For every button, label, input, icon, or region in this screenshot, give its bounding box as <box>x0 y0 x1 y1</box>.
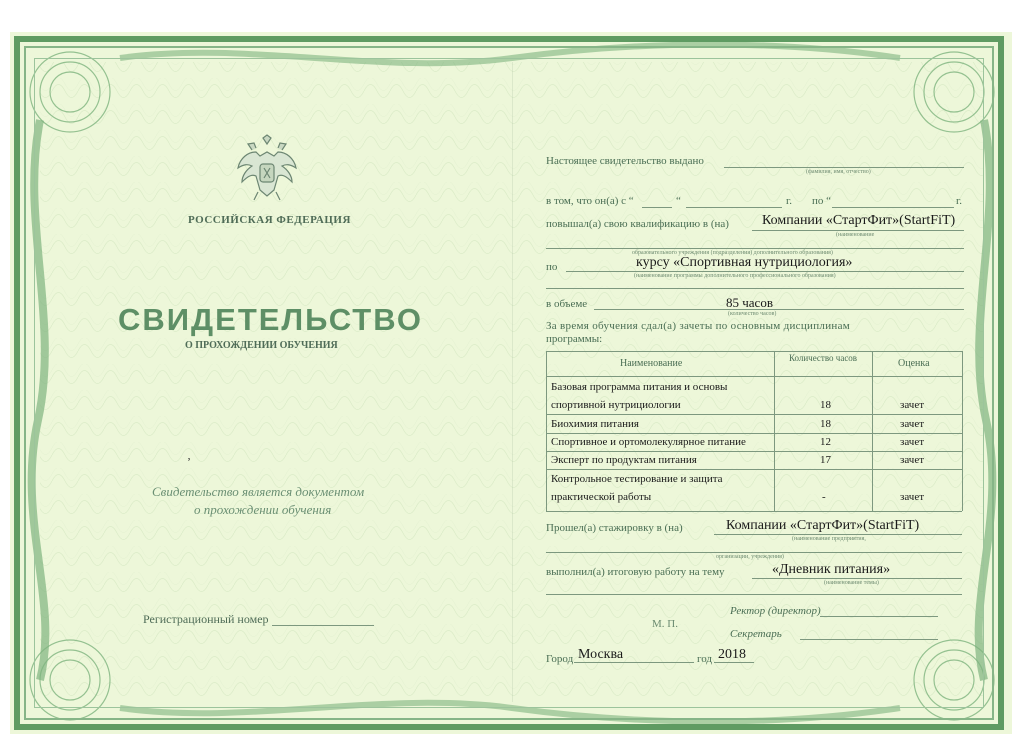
volume-line <box>594 309 964 310</box>
internship-label: Прошел(а) стажировку в (на) <box>546 522 683 534</box>
certificate-note-line2: о прохождении обучения <box>194 502 332 517</box>
period-to-label: по “ <box>812 195 832 207</box>
period-day-start-line <box>642 207 672 208</box>
year-value: 2018 <box>718 647 746 662</box>
rector-signature-line <box>820 616 938 617</box>
table-row-name: Эксперт по продуктам питания <box>551 454 697 466</box>
period-quote-close: “ <box>676 195 681 207</box>
table-row-name: Контрольное тестирование и защита <box>551 473 723 485</box>
table-row-grade: зачет <box>900 491 925 503</box>
final-work-value: «Дневник питания» <box>772 562 891 577</box>
secretary-signature-line <box>800 639 938 640</box>
final-work-line <box>752 578 962 579</box>
table-row-hours: 12 <box>820 436 831 448</box>
table-line-1 <box>546 414 962 415</box>
course-value: курсу «Спортивная нутрициология» <box>636 255 853 270</box>
table-row-name-2: практической работы <box>551 491 652 503</box>
year-line <box>714 662 754 663</box>
table-row-grade: зачет <box>900 418 925 430</box>
volume-hint: (количество часов) <box>728 311 777 317</box>
year-label: год <box>697 653 713 665</box>
table-row-grade: зачет <box>900 399 925 411</box>
period-end-line <box>832 207 954 208</box>
table-line-header <box>546 376 962 377</box>
table-row-grade: зачет <box>900 454 925 466</box>
issued-to-label: Настоящее свидетельство выдано <box>546 155 704 167</box>
organization-hint-2: образовательного учреждения (подразделения) дополнительного образования) <box>632 250 833 256</box>
inner-frame <box>34 58 984 708</box>
exams-text-line1: За время обучения сдал(а) зачеты по основным дисциплинам <box>546 320 851 332</box>
seal-place-label: М. П. <box>652 618 678 630</box>
course-hint: (наименование программы дополнительного профессионального образования) <box>634 273 836 279</box>
table-row-name-2: спортивной нутрициологии <box>551 399 681 411</box>
internship-hint-2: организации, учреждения) <box>716 554 784 560</box>
organization-line-2 <box>546 248 964 249</box>
page-fold <box>512 62 513 702</box>
city-label: Город <box>546 653 574 665</box>
table-col-line-2 <box>872 351 873 511</box>
volume-value: 85 часов <box>726 295 773 310</box>
internship-hint: (наименование предприятия, <box>792 536 866 542</box>
table-line-top <box>546 351 962 352</box>
city-line <box>574 662 694 663</box>
table-row-name: Биохимия питания <box>551 418 639 430</box>
exams-text-line2: программы: <box>546 333 603 345</box>
table-header-grade: Оценка <box>898 358 930 369</box>
table-row-hours: - <box>822 491 826 503</box>
left-page-mark: ‚ <box>187 448 191 462</box>
final-work-line-2 <box>546 594 962 595</box>
table-line-bottom <box>546 511 962 512</box>
table-line-4 <box>546 469 962 470</box>
registration-number-label: Регистрационный номер <box>143 612 269 626</box>
organization-line <box>752 230 964 231</box>
table-header-hours: Количество часов <box>788 353 858 363</box>
certificate-note-line1: Свидетельство является документом <box>152 484 365 499</box>
course-label: по <box>546 261 558 273</box>
russian-coat-of-arms-icon <box>234 134 300 202</box>
table-row-grade: зачет <box>900 436 925 448</box>
table-row-hours: 18 <box>820 418 831 430</box>
certificate-subtitle: О ПРОХОЖДЕНИИ ОБУЧЕНИЯ <box>185 340 338 351</box>
volume-label: в объеме <box>546 298 588 310</box>
internship-line-2 <box>546 552 962 553</box>
period-start-label: в том, что он(а) с “ <box>546 195 634 207</box>
period-month-start-line <box>686 207 782 208</box>
table-row-hours: 17 <box>820 454 831 466</box>
table-line-3 <box>546 451 962 452</box>
name-hint: (фамилия, имя, отчество) <box>806 169 871 175</box>
registration-number-line <box>272 625 374 626</box>
qualification-label: повышал(а) свою квалификацию в (на) <box>546 218 729 230</box>
table-line-2 <box>546 433 962 434</box>
table-header-name: Наименование <box>620 358 683 369</box>
period-end-year-label: г. <box>956 195 963 207</box>
final-work-label: выполнил(а) итоговую работу на тему <box>546 566 725 578</box>
secretary-label: Секретарь <box>730 628 782 640</box>
city-value: Москва <box>578 647 624 662</box>
table-row-hours: 18 <box>820 399 831 411</box>
internship-line <box>714 534 962 535</box>
rector-label: Ректор (директор) <box>730 605 821 617</box>
table-col-line-0 <box>546 351 547 511</box>
period-year-label: г. <box>786 195 793 207</box>
course-line-2 <box>546 288 964 289</box>
table-row-name: Спортивное и ортомолекулярное питание <box>551 436 746 448</box>
final-work-hint: (наименование темы) <box>824 580 879 586</box>
table-col-line-1 <box>774 351 775 511</box>
issued-to-line <box>724 167 964 168</box>
organization-value: Компании «СтартФит»(StartFiT) <box>762 213 956 228</box>
organization-hint: (наименование <box>836 232 875 238</box>
table-col-line-3 <box>962 351 963 511</box>
certificate-title: СВИДЕТЕЛЬСТВО <box>118 302 423 337</box>
country-name: РОССИЙСКАЯ ФЕДЕРАЦИЯ <box>188 214 351 226</box>
table-row-name: Базовая программа питания и основы <box>551 381 728 393</box>
course-line <box>566 271 964 272</box>
internship-value: Компании «СтартФит»(StartFiT) <box>726 518 920 533</box>
